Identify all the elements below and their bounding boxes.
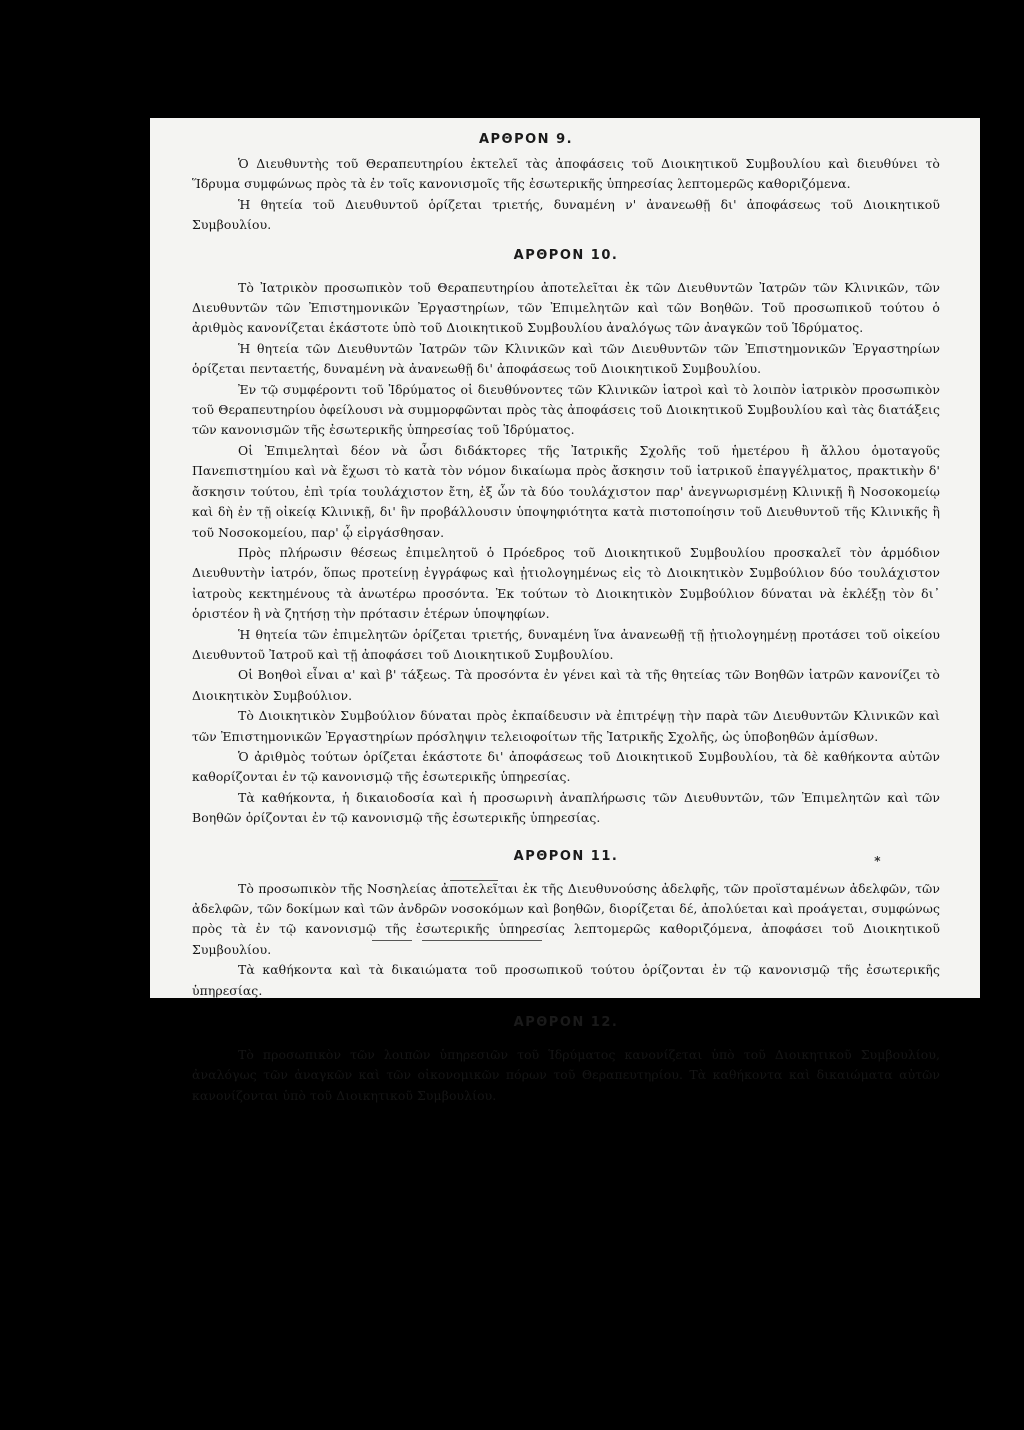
article-10-heading: ΑΡΘΡΟΝ 10. [513, 247, 619, 263]
end-rule-short [450, 880, 498, 881]
article-9-paragraph-1: Ὁ Διευθυντὴς τοῦ Θεραπευτηρίου ἐκτελεῖ τὰς ἀποφάσεις τοῦ Διοικητικοῦ Συμβουλίου καὶ διευθύνει τὸ Ἵδρυμα συμφώνως πρὸς τὰ ἐν τοῖς κανονισμοῖς τῆς ἐσωτερικῆς ὑπηρεσίας λεπτομερῶς καθοριζόμενα. [192, 156, 940, 192]
article-11-heading [192, 845, 940, 869]
article-12-paragraph-1: Τὸ προσωπικὸν τῶν λοιπῶν ὑπηρεσιῶν τοῦ Ἱδρύματος κανονίζεται ὑπὸ τοῦ Διοικητικοῦ Συμβουλίου, ἀναλόγως τῶν ἀναγκῶν καὶ τῶν οἰκονομικῶν πόρων τοῦ Θεραπευτηρίου. Τὰ καθήκοντα καὶ δικαιώματα αὐτῶν κανονίζονται ὑπὸ τοῦ Διοικητικοῦ Συμβουλίου. [192, 1047, 940, 1103]
article-10-paragraph-5: Πρὸς πλήρωσιν θέσεως ἐπιμελητοῦ ὁ Πρόεδρος τοῦ Διοικητικοῦ Συμβουλίου προσκαλεῖ τὸν ἁρμόδιον Διευθυντὴν ἰατρόν, ὅπως προτείνῃ ἐγγράφως καὶ ᾐτιολογημένως εἰς τὸ Διοικητικὸν Συμβούλιον δύο τουλάχιστον ἰατροὺς κεκτημένους τὰ ἀνωτέρω προσόντα. Ἐκ τούτων τὸ Διοικητικὸν Συμβούλιον δύναται νὰ ἐκλέξῃ τὸν δι᾽ ὁριστέον ἢ νὰ ζητήσῃ τὴν πρότασιν ἑτέρων ὑποψηφίων. [192, 544, 940, 622]
document-body [192, 128, 940, 1106]
article-11-paragraph-1: Τὸ προσωπικὸν τῆς Νοσηλείας ἀποτελεῖται ἐκ τῆς Διευθυνούσης ἀδελφῆς, τῶν προϊσταμένων ἀδελφῶν, τῶν ἀδελφῶν, τῶν δοκίμων καὶ τῶν ἀνδρῶν νοσοκόμων καὶ βοηθῶν, διορίζεται δέ, ἀπολύεται καὶ προάγεται, συμφώνως πρὸς τὰ ἐν τῷ κανονισμῷ τῆς ἐσωτερικῆς ὑπηρεσίας λεπτομερῶς καθοριζόμενα, ἀποφάσει τοῦ Διοικητικοῦ Συμβουλίου. [192, 880, 940, 957]
footer-rule-left [372, 940, 412, 941]
article-9-paragraph-2: Ἡ θητεία τοῦ Διευθυντοῦ ὁρίζεται τριετής, δυναμένη ν' ἀνανεωθῇ δι' ἀποφάσεως τοῦ Διοικητικοῦ Συμβουλίου. [192, 196, 940, 233]
article-10-paragraph-6: Ἡ θητεία τῶν ἐπιμελητῶν ὁρίζεται τριετής, δυναμένη ἵνα ἀνανεωθῇ τῇ ᾐτιολογημένῃ προτάσει τοῦ οἰκείου Διευθυντοῦ Ἰατροῦ καὶ τῇ ἀποφάσει τοῦ Διοικητικοῦ Συμβουλίου. [192, 626, 940, 662]
scanned-page [150, 118, 980, 1103]
article-10-paragraph-8: Τὸ Διοικητικὸν Συμβούλιον δύναται πρὸς ἐκπαίδευσιν νὰ ἐπιτρέψῃ τὴν παρὰ τῶν Διευθυντῶν Κλινικῶν καὶ τῶν Ἐπιστημονικῶν Ἐργαστηρίων πρόσληψιν τελειοφοίτων τῆς Ἰατρικῆς Σχολῆς, ὡς ὑποβοηθῶν ἀμίσθων. [192, 708, 940, 744]
article-10-paragraph-9: Ὁ ἀριθμὸς τούτων ὁρίζεται ἑκάστοτε δι' ἀποφάσεως τοῦ Διοικητικοῦ Συμβουλίου, τὰ δὲ καθήκοντα αὐτῶν καθορίζονται ἐν τῷ κανονισμῷ τῆς ἐσωτερικῆς ὑπηρεσίας. [192, 748, 940, 785]
margin-mark: * [874, 853, 882, 868]
article-11 [192, 845, 940, 1001]
paper-sheet [150, 118, 980, 1103]
article-10-paragraph-2: Ἡ θητεία τῶν Διευθυντῶν Ἰατρῶν τῶν Κλινικῶν καὶ τῶν Διευθυντῶν τῶν Ἐπιστημονικῶν Ἐργαστηρίων ὁρίζεται πενταετής, δυναμένη νὰ ἀνανεωθῇ δι' ἀποφάσεως τοῦ Διοικητικοῦ Συμβουλίου. [192, 340, 940, 377]
article-11-paragraph-2: Τὰ καθήκοντα καὶ τὰ δικαιώματα τοῦ προσωπικοῦ τούτου ὁρίζονται ἐν τῷ κανονισμῷ τῆς ἐσωτερικῆς ὑπηρεσίας. [192, 962, 940, 998]
article-10-paragraph-3: Ἐν τῷ συμφέροντι τοῦ Ἱδρύματος οἱ διευθύνοντες τῶν Κλινικῶν ἰατροὶ καὶ τὸ λοιπὸν ἰατρικὸν προσωπικὸν τοῦ Θεραπευτηρίου ὀφείλουσι νὰ συμμορφῶνται πρὸς τὰς ἀποφάσεις τοῦ Διοικητικοῦ Συμβουλίου καὶ τὰς διατάξεις τῶν κανονισμῶν τῆς ἐσωτερικῆς ὑπηρεσίας τοῦ Ἱδρύματος. [192, 381, 940, 438]
article-10-paragraph-1: Τὸ Ἰατρικὸν προσωπικὸν τοῦ Θεραπευτηρίου ἀποτελεῖται ἐκ τῶν Διευθυντῶν Ἰατρῶν τῶν Κλινικῶν, τῶν Διευθυντῶν τῶν Ἐπιστημονικῶν Ἐργαστηρίων, τῶν Ἐπιμελητῶν καὶ τῶν Βοηθῶν. Τοῦ προσωπικοῦ τούτου ὁ ἀριθμὸς κανονίζεται ἑκάστοτε ὑπὸ τοῦ Διοικητικοῦ Συμβουλίου ἀναλόγως τῶν ἀναγκῶν τοῦ Ἱδρύματος. [192, 279, 940, 336]
article-12 [192, 1011, 940, 1106]
article-10 [192, 244, 940, 829]
article-9 [192, 128, 940, 236]
article-12-heading: ΑΡΘΡΟΝ 12. [513, 1015, 619, 1031]
article-11-heading-text: ΑΡΘΡΟΝ 11. [513, 848, 619, 864]
footer-rule-right [422, 940, 542, 941]
article-10-paragraph-4: Οἱ Ἐπιμεληταὶ δέον νὰ ὦσι διδάκτορες τῆς Ἰατρικῆς Σχολῆς τοῦ ἡμετέρου ἢ ἄλλου ὁμοταγοῦς Πανεπιστημίου καὶ νὰ ἔχωσι τὸ κατὰ τὸν νόμον δικαίωμα πρὸς ἄσκησιν τοῦ ἰατρικοῦ ἐπαγγέλματος, πρακτικὴν δ' ἄσκησιν τούτου, ἐπὶ τρία τουλάχιστον ἔτη, ἐξ ὧν τὰ δύο τουλάχιστον παρ' ἀνεγνωρισμένῃ Κλινικῇ ἢ Νοσοκομείῳ καὶ δὴ ἐν τῇ οἰκείᾳ Κλινικῇ, δι' ἣν προβάλλουσιν ὑποψηφιότητα κατὰ πιστοποίησιν τοῦ Διευθυντοῦ τῆς Κλινικῆς ἢ τοῦ Νοσοκομείου, παρ' ᾧ εἰργάσθησαν. [192, 442, 940, 540]
article-10-paragraph-7: Οἱ Βοηθοὶ εἶναι α' καὶ β' τάξεως. Τὰ προσόντα ἐν γένει καὶ τὰ τῆς θητείας τῶν Βοηθῶν ἰατρῶν κανονίζει τὸ Διοικητικὸν Συμβούλιον. [192, 667, 940, 703]
article-10-paragraph-10: Τὰ καθήκοντα, ἡ δικαιοδοσία καὶ ἡ προσωρινὴ ἀναπλήρωσις τῶν Διευθυντῶν, τῶν Ἐπιμελητῶν καὶ τῶν Βοηθῶν ὁρίζονται ἐν τῷ κανονισμῷ τῆς ἐσωτερικῆς ὑπηρεσίας. [192, 789, 940, 826]
article-9-heading: ΑΡΘΡΟΝ 9. [478, 132, 574, 147]
